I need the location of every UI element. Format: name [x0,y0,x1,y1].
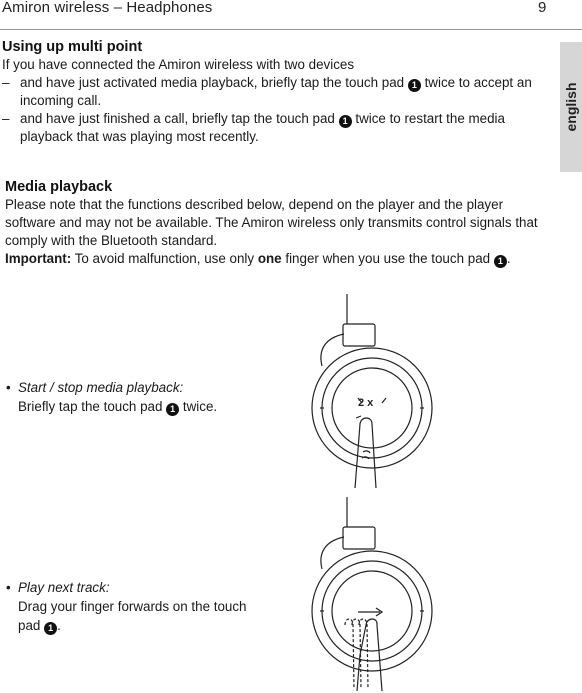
header-divider [0,29,582,30]
header-title: Amiron wireless – Headphones [2,0,213,16]
instruction-text-after: . [57,618,61,633]
touch-pad-number-badge: 1 [339,115,352,128]
media-important [5,250,550,268]
touch-pad-number-badge: 1 [494,255,507,268]
multipoint-item-text-after: twice to restart the media playback that was playing most recently. [20,111,505,144]
important-text-before: To avoid malfunction, use only [74,251,255,266]
touch-pad-number-badge: 1 [166,403,179,416]
multipoint-item-text-before: and have just finished a call, briefly tap the touch pad [20,111,335,126]
headphone-tap-illustration [300,292,450,490]
touch-pad-number-badge: 1 [44,622,57,635]
instruction-start-stop [6,378,268,416]
important-emphasis: one [257,251,282,266]
instruction-title: Play next track: [18,580,110,595]
multipoint-intro: If you have connected the Amiron wireless with two devices [2,57,355,72]
media-text: Please note that the functions described below, depend on the player and the player software and may not be available. The Amiron wireless only transmits control signals that comply with the Bluetooth standard. [5,197,538,248]
page-number: 9 [538,0,547,16]
multipoint-item-text-before: and have just activated media playback, briefly tap the touch pad [20,75,405,90]
instruction-title: Start / stop media playback: [18,380,184,395]
bullet-marker: • [6,580,11,595]
multipoint-item [2,74,550,110]
instruction-text-before: Briefly tap the touch pad [18,399,163,414]
page-header [0,0,582,30]
important-text-after: finger when you use the touch pad [285,251,491,266]
tap-count-label: 2 x [358,397,374,409]
important-label: Important: [5,251,72,266]
media-section [5,178,550,268]
instruction-text [18,597,270,635]
dash-marker: – [2,111,10,126]
touch-pad-number-badge: 1 [408,79,421,92]
multipoint-section [2,38,550,146]
multipoint-heading: Using up multi point [2,39,143,55]
language-tab [560,42,582,172]
important-end: . [506,251,511,266]
instruction-text-before: Drag your finger forwards on the touch pad [18,599,247,633]
instruction-text [18,397,268,416]
bullet-marker: • [6,380,11,395]
multipoint-item [2,110,550,146]
instruction-text-after: twice. [182,399,218,414]
headphone-swipe-illustration [300,495,450,693]
instruction-next-track [6,578,270,635]
language-tab-label: english [563,82,579,132]
media-heading: Media playback [5,179,113,195]
multipoint-item-text-after: twice to accept an incoming call. [20,75,532,108]
dash-marker: – [2,75,10,90]
